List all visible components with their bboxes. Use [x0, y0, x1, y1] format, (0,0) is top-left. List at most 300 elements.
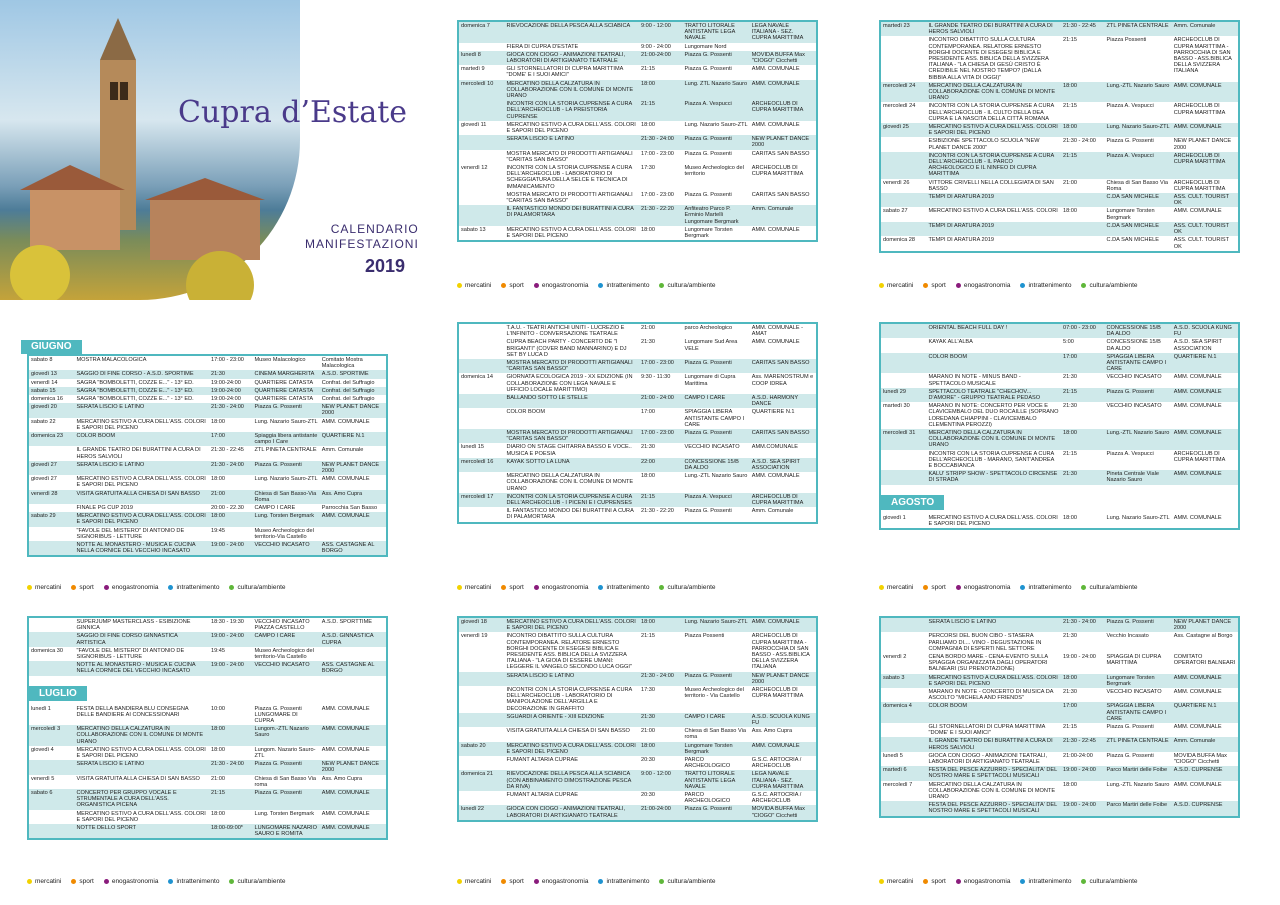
- event-time: 17:00: [210, 433, 225, 440]
- event-organizer: Confrat. del Suffragio: [321, 387, 375, 394]
- event-time: 9:00 - 12:00: [640, 771, 671, 778]
- event-title: MERCATINO ESTIVO A CURA DELL'ASS. COLORI E SAPORI DEL PICENO: [928, 514, 1058, 527]
- legend-item: [501, 878, 523, 885]
- event-time: 18:00: [1062, 781, 1077, 788]
- event-place: Piazza A. Vespucci: [684, 493, 732, 500]
- event-place: Piazza G. Possenti: [684, 806, 732, 813]
- event-time: 21:15: [1062, 388, 1077, 395]
- event-row: [459, 686, 816, 713]
- event-organizer: AMM.COMUNALE: [751, 444, 799, 451]
- month-header: GIUGNO: [21, 340, 82, 354]
- event-place: TRATTO LITORALE ANTISTANTE LEGA NAVALE: [684, 23, 736, 42]
- events-table: [879, 322, 1240, 530]
- legend-dot: [956, 283, 961, 288]
- event-place: Lung.-ZTL Nazario Sauro: [684, 473, 748, 480]
- legend-label: intrattenimento: [1028, 282, 1072, 289]
- event-row: [29, 661, 386, 675]
- legend-label: cultura/ambiente: [667, 282, 716, 289]
- event-time: 21:15: [640, 493, 655, 500]
- event-title: NOTTE DELLO SPORT: [76, 825, 137, 832]
- event-time: 21:00: [210, 490, 225, 497]
- event-place: TRATTO LITORALE ANTISTANTE LEGA NAVALE: [684, 771, 736, 790]
- event-title: FESTA DELLA BANDIERA BLU CONSEGNA DELLE BANDIERE AI CONCESSIONARI: [76, 705, 189, 718]
- event-organizer: AMM. COMUNALE: [1173, 374, 1222, 381]
- event-date: [881, 193, 927, 207]
- event-organizer: NEW PLANET DANCE 2000: [321, 761, 380, 774]
- legend-label: cultura/ambiente: [667, 878, 716, 885]
- event-time: 18:00: [210, 810, 225, 817]
- event-row: [459, 805, 816, 819]
- event-place: Piazza G. Possenti: [684, 360, 732, 367]
- legend-dot: [501, 585, 506, 590]
- event-row: [459, 51, 816, 65]
- event-title: GLI STORNELLATORI DI CUPRA MARITTIMA "DOME' E I SUOI AMICI": [928, 724, 1046, 737]
- legend-label: mercatini: [887, 584, 914, 591]
- event-title: CENA BORDO MARE - CENA-EVENTO SULLA SPIAGGIA ORGANIZZATA DAGLI OPERATORI BALNEARI (SU PRENOTAZIONE): [928, 654, 1048, 673]
- event-date: martedì 6: [883, 767, 907, 774]
- legend-label: cultura/ambiente: [1089, 584, 1138, 591]
- event-date: sabato 8: [31, 357, 53, 363]
- event-place: Lung. Torsten Bergmark: [254, 810, 315, 817]
- event-date: [29, 446, 75, 460]
- event-row: [29, 379, 386, 387]
- events-table: [27, 616, 388, 840]
- legend-label: mercatini: [35, 584, 62, 591]
- event-title: BALLANDO SOTTO LE STELLE: [506, 395, 588, 402]
- event-time: 21:15: [1062, 724, 1077, 731]
- event-row: [881, 702, 1238, 723]
- event-date: [881, 688, 927, 702]
- event-time: 21:30 - 24:00: [1062, 138, 1096, 145]
- event-title: MARANO IN NOTE: CONCERTO PER VOCE E CLAVICEMBALO DEL DUO ROCAILLE (SOPRANO LOREDANA CHIAPPINI - CLAVICEMBALO CLEMENTINA PEROZZI): [928, 403, 1059, 428]
- event-title: T.A.U. - TEATRI ANTICHI UNITI - LUCREZIO E L'INFINITO - CONVERSAZIONE TEATRALE: [506, 325, 625, 338]
- event-place: parco Archeologico: [684, 325, 733, 331]
- event-title: INCONTRI CON LA STORIA CUPRENSE A CURA DELL'ARCHEOCLUB - LABORATORIO DI MANIPOLAZIONE DELL'ARGILLA E DECORAZIONE IN GRAFFITO: [506, 687, 632, 712]
- event-time: 21:30 - 22:20: [640, 508, 674, 515]
- event-date: [881, 222, 927, 236]
- event-date: giovedì 25: [883, 124, 909, 131]
- event-date: sabato 22: [31, 418, 56, 425]
- legend-item: [1020, 878, 1071, 885]
- event-title: NOTTE AL MONASTERO - MUSICA E CUCINA NELLA CORNICE DEL VECCHIO INCASATO: [76, 542, 196, 555]
- event-row: [881, 123, 1238, 137]
- legend-label: intrattenimento: [1028, 584, 1072, 591]
- event-date: lunedì 8: [461, 51, 481, 58]
- event-date: lunedì 15: [461, 444, 485, 451]
- event-place: Lungomare Torsten Bergmark: [1106, 674, 1155, 687]
- event-date: sabato 29: [31, 513, 56, 520]
- event-time: 17:00: [1062, 703, 1077, 710]
- event-place: Piazza A. Vespucci: [1106, 152, 1154, 159]
- event-organizer: AMM. COMUNALE: [751, 339, 800, 346]
- event-title: VISITA GRATUITA ALLA CHIESA DI SAN BASSO: [76, 775, 200, 782]
- event-date: [881, 470, 927, 484]
- event-place: ZTL PINETA CENTRALE: [1106, 23, 1169, 29]
- event-time: 18:00-09:00*: [210, 825, 243, 832]
- event-time: 18:00: [210, 746, 225, 753]
- event-row: [29, 504, 386, 512]
- event-row: [881, 353, 1238, 374]
- event-place: Piazza G. Possenti: [684, 51, 732, 58]
- event-place: Piazza G. Possenti: [254, 404, 302, 411]
- event-row: [29, 395, 386, 403]
- legend-dot: [1020, 283, 1025, 288]
- cover-photo: [0, 0, 300, 300]
- legend-dot: [534, 585, 539, 590]
- event-title: FIERA DI CUPRA D'ESTATE: [506, 43, 579, 50]
- event-title: INCONTRO DIBATTITO SULLA CULTURA CONTEMPORANEA. RELATORE ERNESTO BORGHI DOCENTE DI ESEGESI BIBLICA E PRESIDENTE ASS. BIBLICA DELLA SVIZZERA ITALIANA - "LA CHIESA DI GESÙ CRISTO È CREDIBILE NEL NOSTRO TEMPO? (DALLA BIBBIA ALLA VITA DI OGGI)": [928, 37, 1049, 81]
- event-time: 18:00: [210, 513, 225, 520]
- event-time: 21:30 - 22:45: [210, 447, 244, 454]
- events-table: [457, 616, 818, 822]
- event-title: MERCATINO DELLA CALZATURA IN COLLABORAZIONE CON IL COMUNE DI MONTE URANO: [928, 781, 1056, 801]
- events-table: [457, 20, 818, 242]
- event-title: FINALE PG CUP 2019: [76, 505, 133, 512]
- event-date: giovedì 1: [883, 514, 906, 521]
- event-row: [29, 461, 386, 475]
- event-time: 18:00: [640, 473, 655, 480]
- event-place: Chiesa di San Basso Via roma: [684, 728, 746, 741]
- event-row: [459, 791, 816, 805]
- event-title: COLOR BOOM: [76, 433, 116, 440]
- event-organizer: ARCHEOCLUB DI CUPRA MARITTIMA - PARROCCHIA DI SAN BASSO - ASS.BIBLICA DELLA SVIZZERA ITALIANA: [1173, 37, 1232, 75]
- event-date: sabato 13: [461, 226, 486, 233]
- event-title: GIORNATA ECOLOGICA 2019 - XX EDIZIONE (IN COLLABORAZIONE CON LEGA NAVALE E UFFICIO LOCALE MARITTIMO): [506, 374, 633, 393]
- event-title: VITTORE CRIVELLI NELLA COLLEGIATA DI SAN BASSO: [928, 179, 1054, 192]
- event-date: [459, 713, 505, 727]
- event-row: [459, 65, 816, 79]
- event-title: KAYAK SOTTO LA LUNA: [506, 458, 570, 465]
- legend-item: [168, 584, 219, 591]
- event-time: 20:00 - 22.30: [210, 505, 244, 512]
- event-date: giovedì 13: [31, 371, 57, 378]
- event-organizer: AMM. COMUNALE: [1173, 689, 1222, 696]
- event-row: [459, 135, 816, 149]
- event-row: [459, 472, 816, 493]
- event-row: [881, 801, 1238, 815]
- event-place: CONCESSIONE 15/B DA ALDO: [1106, 325, 1161, 338]
- legend-label: mercatini: [465, 584, 492, 591]
- cover: [0, 0, 435, 300]
- event-organizer: Amm. Comunale: [1173, 23, 1216, 29]
- event-row: [459, 373, 816, 394]
- event-organizer: [320, 527, 386, 541]
- event-title: SAGRA "BOMBOLETTI, COZZE E..." - 13° ED.: [76, 396, 194, 403]
- event-row: [881, 193, 1238, 207]
- event-place: Piazza A. Vespucci: [1106, 450, 1154, 457]
- event-organizer: QUARTIERE N.1: [321, 433, 365, 440]
- event-row: [459, 770, 816, 791]
- legend-dot: [457, 585, 462, 590]
- event-organizer: Ass. Amo Cupra: [321, 490, 363, 497]
- event-place: Piazza G. Possenti: [684, 191, 732, 198]
- event-title: TEMPI DI ARATURA 2019: [928, 194, 994, 201]
- event-row: [459, 429, 816, 443]
- event-title: NOTTE AL MONASTERO - MUSICA E CUCINA NELLA CORNICE DEL VECCHIO INCASATO: [76, 662, 196, 675]
- event-date: [459, 429, 505, 443]
- event-title: TEMPI DI ARATURA 2019: [928, 237, 994, 244]
- legend-dot: [27, 879, 32, 884]
- event-time: 21:30 - 22:20: [640, 206, 674, 213]
- legend-label: sport: [509, 584, 524, 591]
- event-date: [881, 632, 927, 653]
- event-place: Lungomare di Cupra Marittima: [684, 374, 736, 387]
- event-organizer: AMM. COMUNALE: [1173, 471, 1222, 478]
- event-title: MARANO IN NOTE - MINUS BAND - SPETTACOLO MUSICALE: [928, 374, 1021, 387]
- event-organizer: AMM. COMUNALE: [321, 790, 370, 797]
- event-organizer: ARCHEOCLUB DI CUPRA MARITTIMA: [751, 493, 804, 507]
- event-row: [29, 775, 386, 789]
- event-time: 21:30 - 22:45: [1062, 23, 1096, 29]
- events-table: [457, 322, 818, 524]
- event-row: [459, 632, 816, 671]
- event-date: [29, 504, 75, 512]
- event-row: [459, 338, 816, 359]
- event-place: VECCHIO INCASATO: [684, 444, 740, 451]
- event-row: [881, 618, 1238, 632]
- event-place: CAMPO I CARE: [684, 713, 726, 720]
- event-date: lunedì 5: [883, 752, 903, 759]
- event-organizer: A.S.D. HARMONY DANCE: [751, 395, 798, 408]
- event-place: Piazza G. Possenti: [254, 461, 302, 468]
- event-row: [459, 191, 816, 205]
- legend-item: [534, 282, 589, 289]
- event-title: GLI STORNELLATORI DI CUPRA MARITTIMA "DOME' E I SUOI AMICI": [506, 66, 624, 79]
- event-organizer: LEGA NAVALE ITALIANA - SEZ. CUPRA MARITTIMA: [751, 23, 804, 42]
- legend-label: enogastronomia: [963, 584, 1011, 591]
- legend-item: [27, 878, 61, 885]
- event-row: [881, 137, 1238, 151]
- event-date: [881, 801, 927, 815]
- event-organizer: G.S.C. ARTOCRIA / ARCHEOCLUB: [751, 792, 802, 805]
- event-date: sabato 3: [883, 674, 905, 681]
- event-date: [29, 541, 75, 555]
- event-title: MERCATINO ESTIVO A CURA DELL'ASS. COLORI E SAPORI DEL PICENO: [506, 742, 636, 755]
- event-title: MOSTRA MALACOLOGICA: [76, 357, 147, 363]
- event-time: 20:30: [640, 792, 655, 799]
- event-organizer: CARITAS SAN BASSO: [751, 430, 810, 437]
- event-organizer: A.S.D. SPORTTIME: [321, 619, 372, 625]
- event-date: domenica 14: [461, 374, 494, 381]
- event-place: Piazza G. Possenti: [254, 761, 302, 768]
- event-place: Chiesa di San Basso Via Roma: [1106, 179, 1168, 192]
- event-title: IL FANTASTICO MONDO DEI BURATTINI A CURA DI PALAMORTARA: [506, 206, 634, 219]
- cover-title: Cupra d’Estate: [178, 95, 408, 130]
- event-time: 21:00-24:00: [640, 51, 671, 58]
- event-date: mercoledì 10: [461, 80, 494, 87]
- event-row: [881, 781, 1238, 802]
- event-date: [881, 723, 927, 737]
- event-row: [29, 370, 386, 378]
- legend-item: [879, 584, 913, 591]
- event-organizer: A.S.D. CUPRENSE: [1173, 802, 1223, 809]
- event-place: ZTL PINETA CENTRALE: [1106, 738, 1169, 745]
- event-title: MERCATINO ESTIVO A CURA DELL'ASS. COLORI E SAPORI DEL PICENO: [928, 674, 1058, 687]
- event-row: [881, 152, 1238, 179]
- event-date: venerdì 19: [461, 633, 488, 640]
- event-place: Anfiteatro Parco P. Erminio Martelli Lungomare Bergmark: [684, 206, 739, 225]
- event-row: [459, 756, 816, 770]
- event-title: VISITA GRATUITA ALLA CHIESA DI SAN BASSO: [506, 728, 630, 735]
- event-time: 21:30: [1062, 374, 1077, 381]
- legend-dot: [1020, 585, 1025, 590]
- legend-item: [457, 282, 491, 289]
- event-title: SERATA LISCIO E LATINO: [928, 619, 997, 625]
- legend-dot: [879, 585, 884, 590]
- event-time: 17:00 - 23:00: [640, 360, 674, 367]
- legend-item: [1020, 584, 1071, 591]
- legend-dot: [501, 879, 506, 884]
- event-date: [459, 394, 505, 408]
- event-row: [29, 475, 386, 489]
- event-time: 21:15: [1062, 37, 1077, 44]
- event-organizer: ARCHEOCLUB DI CUPRA MARITTIMA: [1173, 103, 1226, 116]
- event-title: MOSTRA MERCATO DI PRODOTTI ARTIGIANALI "CARITAS SAN BASSO": [506, 430, 633, 443]
- event-date: [29, 632, 75, 646]
- event-place: Lungomare Torsten Bergmark: [684, 226, 733, 240]
- event-organizer: Amm. Comunale: [751, 508, 794, 515]
- event-title: INCONTRI CON LA STORIA CUPRENSE A CURA DELL'ARCHEOCLUB - MARANO, SANT'ANDREA E BOCCABIANCA: [928, 450, 1055, 470]
- legend-label: mercatini: [887, 878, 914, 885]
- event-place: Piazza G. Possenti: [1106, 388, 1154, 395]
- event-title: COLOR BOOM: [928, 703, 968, 710]
- event-row: [29, 618, 386, 632]
- event-organizer: AMM. COMUNALE: [321, 418, 370, 425]
- legend-item: [71, 878, 93, 885]
- event-title: MERCATINO DELLA CALZATURA IN COLLABORAZIONE CON IL COMUNE DI MONTE URANO: [506, 473, 634, 492]
- event-title: MERCATINO DELLA CALZATURA IN COLLABORAZIONE CON IL COMUNE DI MONTE URANO: [506, 80, 634, 100]
- legend-dot: [501, 283, 506, 288]
- event-place: Piazza G. Possenti: [684, 66, 732, 73]
- event-organizer: ASS. CULT. TOURIST OK: [1173, 222, 1229, 236]
- event-place: Piazza G. Possenti: [684, 508, 732, 515]
- event-place: Chiesa di San Basso Via roma: [254, 775, 316, 788]
- event-row: [459, 164, 816, 191]
- event-organizer: A.S.D. SEA SPIRIT ASSOCIATION: [751, 458, 800, 472]
- event-date: [459, 686, 505, 713]
- event-time: 19:45: [210, 647, 225, 654]
- event-time: 21:30: [640, 713, 655, 720]
- event-organizer: AMM. COMUNALE: [321, 810, 370, 817]
- event-time: 21:15: [1062, 450, 1077, 457]
- legend-label: intrattenimento: [176, 584, 220, 591]
- event-time: 21:15: [640, 633, 655, 640]
- event-date: [881, 618, 927, 632]
- event-time: 19:00-24:00: [210, 379, 241, 386]
- event-time: 9:00 - 24:00: [640, 43, 671, 50]
- event-place: Lung. Nazario Sauro-ZTL: [1106, 124, 1170, 131]
- event-row: [29, 810, 386, 824]
- legend-item: [229, 584, 285, 591]
- event-date: martedì 9: [461, 66, 485, 73]
- event-organizer: AMM. COMUNALE: [321, 705, 370, 712]
- event-title: MOSTRA MERCATO DI PRODOTTI ARTIGIANALI "CARITAS SAN BASSO": [506, 360, 633, 373]
- legend-label: intrattenimento: [1028, 878, 1072, 885]
- event-time: [1061, 222, 1105, 236]
- legend-item: [104, 878, 159, 885]
- legend-item: [104, 584, 159, 591]
- event-row: [881, 632, 1238, 653]
- event-date: [881, 373, 927, 387]
- legend-dot: [1081, 283, 1086, 288]
- event-place: Piazza G. Possenti: [1106, 752, 1154, 759]
- legend-label: sport: [79, 878, 94, 885]
- event-time: 21:30: [640, 444, 655, 451]
- event-place: Lung. Nazario Sauro-ZTL: [684, 619, 748, 625]
- event-title: SAGGIO DI FINE CORSO GINNASTICA ARTISTICA: [76, 633, 178, 646]
- event-title: MERCATINO ESTIVO A CURA DELL'ASS. COLORI: [928, 208, 1058, 215]
- event-organizer: [750, 43, 816, 51]
- event-organizer: Amm. Comunale: [321, 447, 364, 454]
- event-row: [459, 507, 816, 521]
- event-date: [459, 507, 505, 521]
- event-time: 17:00 - 23:00: [640, 191, 674, 198]
- event-date: domenica 4: [883, 703, 912, 710]
- legend-dot: [168, 585, 173, 590]
- event-place: CONCESSIONE 15/B DA ALDO: [684, 458, 739, 472]
- event-place: Spiaggia libera antistante campo I Care: [254, 433, 318, 446]
- event-date: venerdì 26: [883, 179, 910, 186]
- event-date: giovedì 4: [31, 746, 54, 753]
- event-row: [881, 102, 1238, 123]
- legend-item: [659, 282, 715, 289]
- event-time: 18:00: [640, 121, 655, 128]
- event-organizer: AMM. COMUNALE: [1173, 403, 1222, 410]
- legend-item: [534, 584, 589, 591]
- legend-label: intrattenimento: [606, 282, 650, 289]
- legend-label: mercatini: [35, 878, 62, 885]
- legend-item: [879, 878, 913, 885]
- event-row: [881, 338, 1238, 352]
- legend-item: [598, 584, 649, 591]
- event-time: 21:00-24:00: [640, 806, 671, 813]
- event-title: INCONTRO DIBATTITO SULLA CULTURA CONTEMPORANEA. RELATORE ERNESTO BORGHI DOCENTE DI ESEGESI BIBLICA E PRESIDENTE ASS. BIBLICA DELLA SVIZZERA ITALIANA - "LA GIOIA DI ESSERE UMANI: LEGGERE IL VANGELO SECONDO LUCA OGGI": [506, 633, 632, 671]
- event-date: [29, 810, 75, 824]
- event-time: 18:00: [640, 619, 655, 625]
- event-row: [29, 403, 386, 417]
- event-date: [881, 152, 927, 179]
- event-title: MERCATINO ESTIVO A CURA DELL'ASS. COLORI E SAPORI DEL PICENO: [928, 124, 1058, 137]
- event-title: MERCATINO ESTIVO A CURA DELL'ASS. COLORI E SAPORI DEL PICENO: [506, 121, 636, 135]
- legend-item: [501, 584, 523, 591]
- event-organizer: ARCHEOCLUB DI CUPRA MARITTIMA: [1173, 152, 1226, 166]
- event-time: 21:00-24:00: [1062, 752, 1093, 759]
- legend-dot: [71, 585, 76, 590]
- event-organizer: NEW PLANET DANCE 2000: [321, 404, 380, 417]
- event-time: 18:00: [210, 476, 225, 483]
- event-title: MERCATINO ESTIVO A CURA DELL'ASS. COLORI E SAPORI DEL PICENO: [76, 810, 206, 823]
- legend-dot: [229, 879, 234, 884]
- event-place: SPIAGGIA DI CUPRA MARITTIMA: [1106, 654, 1161, 667]
- event-row: [459, 672, 816, 686]
- legend-item: [229, 878, 285, 885]
- event-date: [459, 359, 505, 373]
- event-organizer: Parrocchia San Basso: [321, 505, 378, 512]
- event-place: Piazza G. Possenti: [684, 136, 732, 143]
- event-time: 19:00-24:00: [210, 387, 241, 394]
- legend-item: [168, 878, 219, 885]
- event-date: mercoledì 3: [31, 726, 61, 733]
- event-time: 21:30 - 24:00: [640, 672, 674, 679]
- event-title: SERATA LISCIO E LATINO: [76, 461, 145, 468]
- event-title: COLOR BOOM: [506, 409, 546, 416]
- event-place: Lung. ZTL Nazario Sauro: [684, 80, 748, 87]
- event-organizer: AMM. COMUNALE: [1173, 82, 1222, 89]
- legend-item: [1081, 584, 1137, 591]
- legend-label: cultura/ambiente: [1089, 878, 1138, 885]
- event-row: [881, 674, 1238, 688]
- event-place: Museo Archeologico del territorio-Via Castello: [254, 647, 314, 661]
